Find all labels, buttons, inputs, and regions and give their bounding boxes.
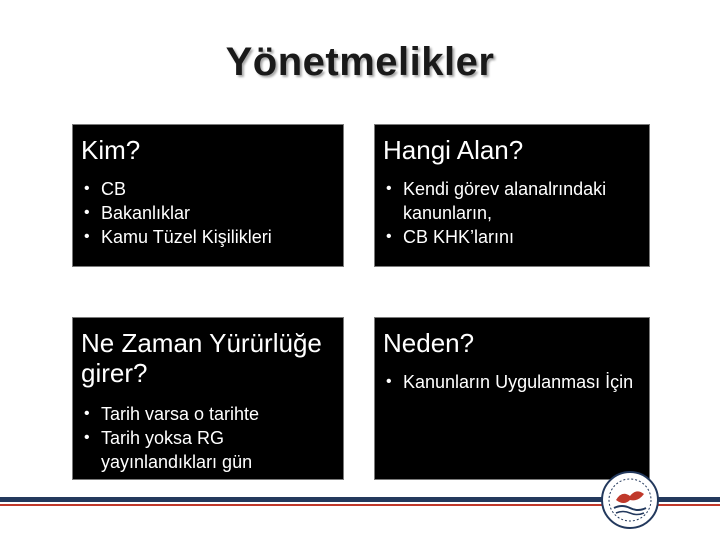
list-item: • CB <box>84 179 127 199</box>
box-when-list <box>81 402 335 474</box>
box-which-area-heading: Hangi Alan? <box>383 135 524 165</box>
box-which-area-list <box>383 177 641 249</box>
box-why <box>374 317 650 480</box>
university-seal-icon <box>600 470 660 530</box>
box-why-list <box>383 370 641 394</box>
bullet-icon: • <box>84 228 90 245</box>
bullet-icon: • <box>84 180 90 197</box>
slide-title: Yönetmelikler <box>225 40 495 84</box>
list-item: • Kanunların Uygulanması İçin <box>386 372 634 392</box>
bullet-icon: • <box>386 180 392 197</box>
box-who <box>72 124 344 267</box>
list-item: • CB KHK’larını <box>386 227 515 247</box>
box-why-heading: Neden? <box>383 328 475 358</box>
bullet-icon: • <box>84 204 90 221</box>
list-item: • Bakanlıklar <box>84 203 191 223</box>
box-when <box>72 317 344 480</box>
bullet-icon: • <box>84 405 90 422</box>
list-item: • Tarih varsa o tarihte <box>84 404 260 424</box>
bullet-icon: • <box>386 228 392 245</box>
box-which-area <box>374 124 650 267</box>
box-who-heading: Kim? <box>81 135 141 165</box>
box-when-heading: Ne Zaman Yürürlüğe girer? <box>81 328 322 388</box>
list-item: • Kendi görev alanalrındaki kanunların, <box>386 179 607 223</box>
bullet-icon: • <box>386 373 392 390</box>
box-who-list <box>81 177 335 249</box>
list-item: • Kamu Tüzel Kişilikleri <box>84 227 272 247</box>
bullet-icon: • <box>84 429 90 446</box>
list-item: • Tarih yoksa RG yayınlandıkları gün <box>84 428 253 472</box>
